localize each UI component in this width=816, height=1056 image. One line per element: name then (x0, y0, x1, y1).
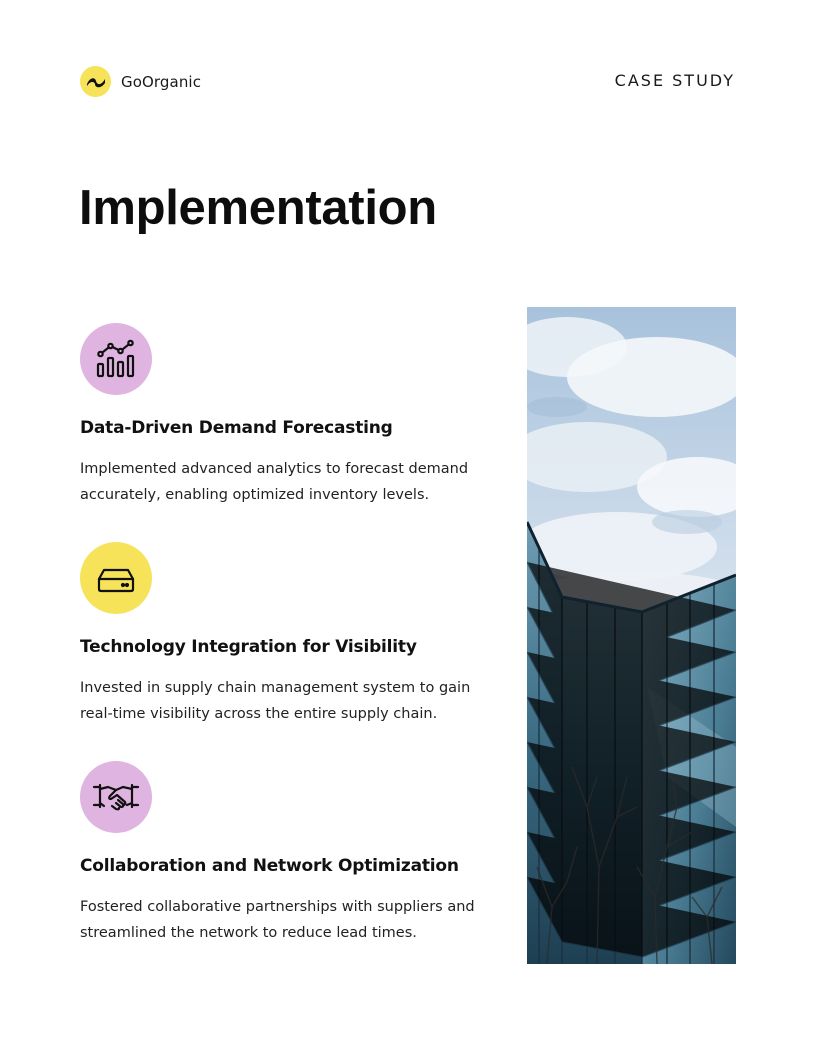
feature-title: Technology Integration for Visibility (80, 637, 417, 657)
server-icon (94, 556, 138, 600)
feature-title: Collaboration and Network Optimization (80, 856, 459, 876)
brand (80, 66, 201, 97)
feature-description: Fostered collaborative partnerships with suppliers and streamlined the network to reduce lead times. (80, 899, 475, 941)
feature-icon-circle (80, 323, 152, 395)
page-title: Implementation (79, 181, 437, 235)
feature-title: Data-Driven Demand Forecasting (80, 418, 393, 438)
feature-icon-circle (80, 542, 152, 614)
feature-icon-circle (80, 761, 152, 833)
wave-icon (86, 75, 106, 89)
feature-collaboration (80, 761, 480, 951)
handshake-icon (92, 775, 140, 819)
document-label: CASE STUDY (614, 71, 735, 90)
feature-demand-forecasting (80, 323, 480, 513)
brand-name: GoOrganic (121, 72, 202, 91)
feature-technology-integration (80, 542, 480, 732)
feature-description: Implemented advanced analytics to forecast demand accurately, enabling optimized inventory levels. (80, 461, 469, 503)
brand-logo (80, 66, 111, 97)
glass-building-sky-photo (527, 307, 736, 964)
analytics-chart-icon (94, 337, 138, 381)
feature-description: Invested in supply chain management system to gain real-time visibility across the entire supply chain. (80, 680, 471, 722)
